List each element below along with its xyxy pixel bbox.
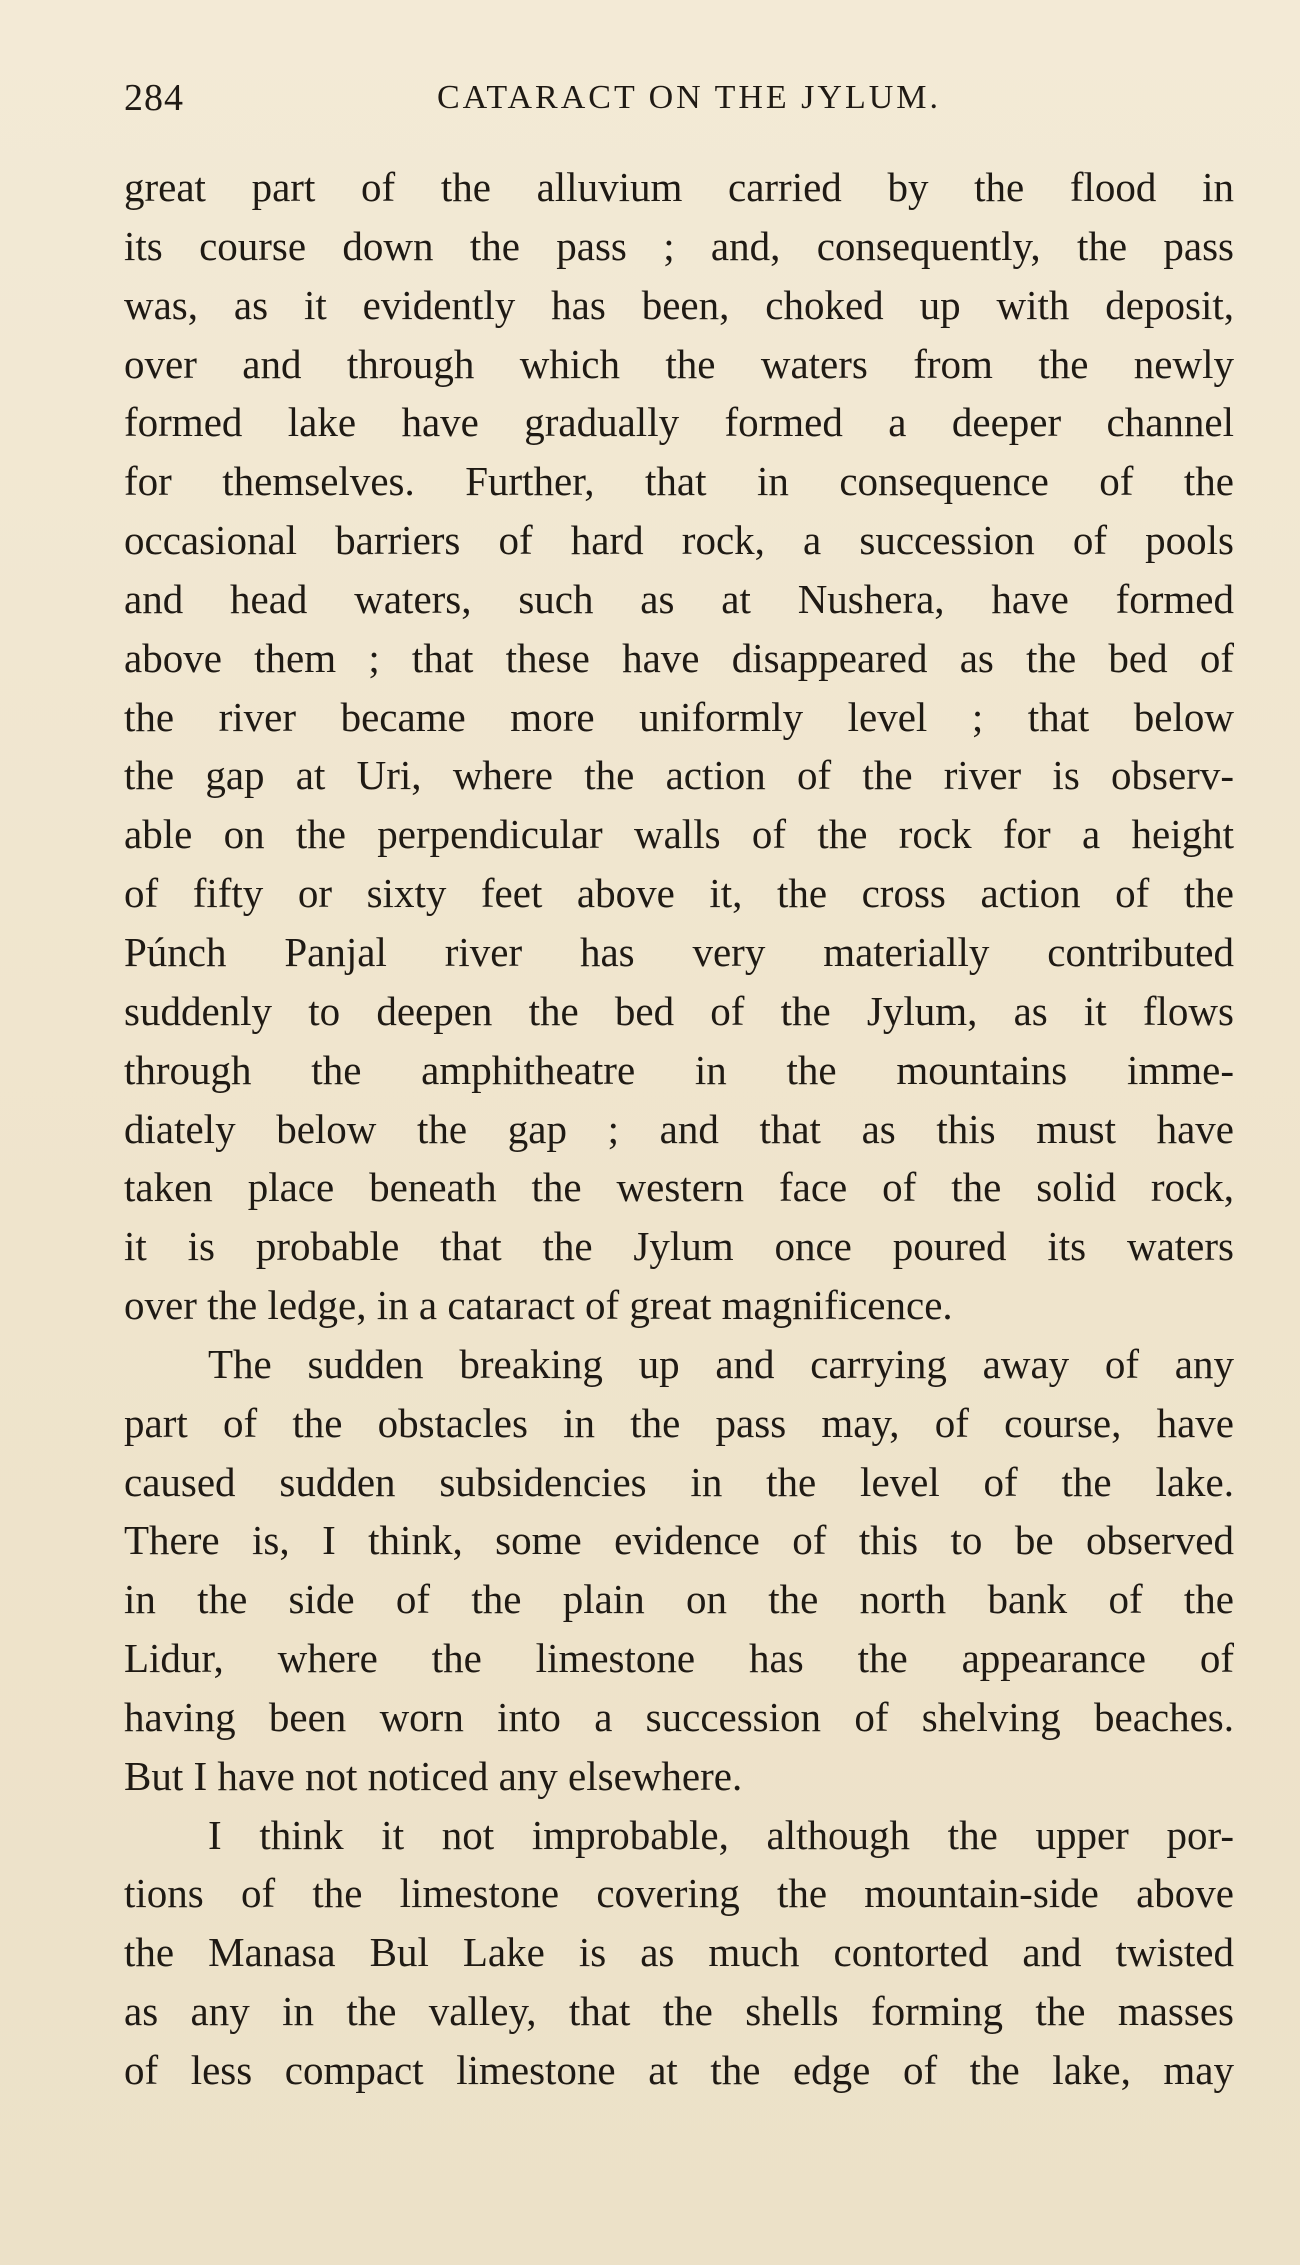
text-line: through the amphitheatre in the mountains imme- — [124, 1046, 1234, 1093]
text-line: was, as it evidently has been, choked up with deposit, — [124, 281, 1234, 328]
paragraph-last-line: over the ledge, in a cataract of great magnificence. — [124, 1282, 953, 1329]
text-line: tions of the limestone covering the mountain-side above — [124, 1870, 1234, 1917]
paragraph-first-line: The sudden breaking up and carrying away of any — [208, 1340, 1234, 1387]
text-line: the river became more uniformly level ; that below — [124, 693, 1234, 740]
page-header — [124, 68, 1234, 128]
text-line: taken place beneath the western face of the solid rock, — [124, 1164, 1234, 1211]
text-line: having been worn into a succession of shelving beaches. — [124, 1693, 1234, 1740]
text-line: part of the obstacles in the pass may, of course, have — [124, 1399, 1234, 1446]
text-line: its course down the pass ; and, consequently, the pass — [124, 222, 1234, 269]
text-line: over and through which the waters from the newly — [124, 340, 1234, 387]
text-line: the gap at Uri, where the action of the river is observ- — [124, 752, 1234, 799]
text-line: above them ; that these have disappeared as the bed of — [124, 634, 1234, 681]
page-number: 284 — [124, 77, 184, 119]
text-line: in the side of the plain on the north bank of the — [124, 1576, 1234, 1623]
text-line: diately below the gap ; and that as this must have — [124, 1105, 1234, 1152]
text-line: There is, I think, some evidence of this to be observed — [124, 1517, 1234, 1564]
text-line: occasional barriers of hard rock, a succession of pools — [124, 517, 1234, 564]
text-line: for themselves. Further, that in consequence of the — [124, 458, 1234, 505]
text-line: great part of the alluvium carried by the flood in — [124, 164, 1234, 210]
text-line: the Manasa Bul Lake is as much contorted and twisted — [124, 1929, 1234, 1976]
text-line: formed lake have gradually formed a deeper channel — [124, 399, 1234, 446]
text-line: Púnch Panjal river has very materially contributed — [124, 928, 1234, 975]
text-line: able on the perpendicular walls of the rock for a height — [124, 811, 1234, 858]
text-line: and head waters, such as at Nushera, have formed — [124, 575, 1234, 622]
paragraph-last-line: But I have not noticed any elsewhere. — [124, 1752, 743, 1799]
text-line: as any in the valley, that the shells forming the masses — [124, 1988, 1234, 2035]
text-line: of less compact limestone at the edge of the lake, may — [124, 2047, 1234, 2093]
text-line: caused sudden subsidencies in the level of the lake. — [124, 1458, 1234, 1505]
body-text — [124, 158, 1234, 2100]
text-line: suddenly to deepen the bed of the Jylum, as it flows — [124, 987, 1234, 1034]
text-line: Lidur, where the limestone has the appearance of — [124, 1635, 1234, 1682]
running-head: CATARACT ON THE JYLUM. — [436, 79, 942, 116]
text-line: it is probable that the Jylum once poured its waters — [124, 1223, 1234, 1270]
paragraph-first-line: I think it not improbable, although the upper por- — [208, 1811, 1234, 1858]
text-line: of fifty or sixty feet above it, the cross action of the — [124, 870, 1234, 917]
